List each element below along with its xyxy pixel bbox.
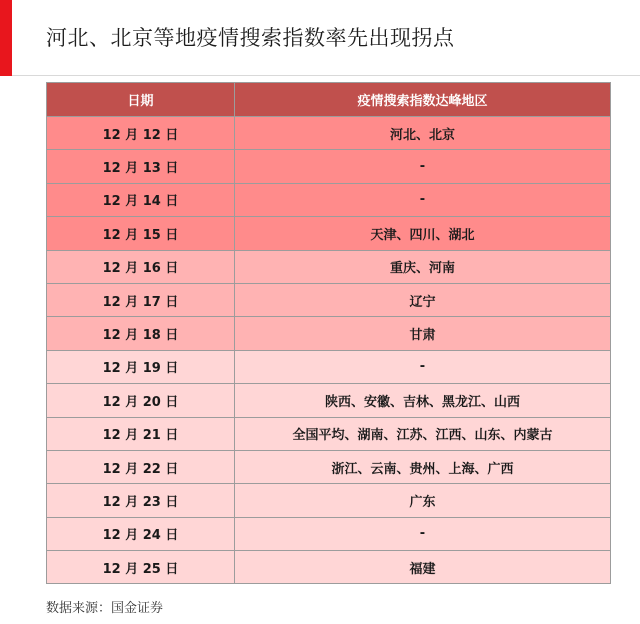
date-cell: 12 月 16 日 — [47, 250, 235, 283]
table-row — [47, 551, 611, 584]
date-cell: 12 月 20 日 — [47, 384, 235, 417]
table-row — [47, 450, 611, 483]
table-row — [47, 183, 611, 216]
regions-cell: 甘肃 — [235, 317, 611, 350]
table-row — [47, 250, 611, 283]
regions-cell: - — [235, 350, 611, 383]
date-cell: 12 月 18 日 — [47, 317, 235, 350]
date-cell: 12 月 12 日 — [47, 117, 235, 150]
date-cell: 12 月 21 日 — [47, 417, 235, 450]
date-cell: 12 月 13 日 — [47, 150, 235, 183]
table-row — [47, 217, 611, 250]
regions-cell: 浙江、云南、贵州、上海、广西 — [235, 450, 611, 483]
column-header-date: 日期 — [47, 83, 235, 117]
regions-cell: 陕西、安徽、吉林、黑龙江、山西 — [235, 384, 611, 417]
date-cell: 12 月 15 日 — [47, 217, 235, 250]
table-body — [47, 117, 611, 584]
table-row — [47, 417, 611, 450]
column-header-regions: 疫情搜索指数达峰地区 — [235, 83, 611, 117]
table-header-row — [47, 83, 611, 117]
source-note: 数据来源：国金证券 — [46, 601, 164, 616]
regions-cell: 全国平均、湖南、江苏、江西、山东、内蒙古 — [235, 417, 611, 450]
table-row — [47, 350, 611, 383]
regions-cell: - — [235, 183, 611, 216]
table-row — [47, 317, 611, 350]
regions-cell: 辽宁 — [235, 283, 611, 316]
regions-cell: - — [235, 517, 611, 550]
accent-bar — [0, 0, 12, 76]
regions-cell: 河北、北京 — [235, 117, 611, 150]
table-row — [47, 150, 611, 183]
table-row — [47, 283, 611, 316]
table-row — [47, 384, 611, 417]
title-divider — [12, 75, 640, 76]
table-row — [47, 484, 611, 517]
regions-cell: - — [235, 150, 611, 183]
date-cell: 12 月 22 日 — [47, 450, 235, 483]
table-row — [47, 517, 611, 550]
date-cell: 12 月 25 日 — [47, 551, 235, 584]
page-title: 河北、北京等地疫情搜索指数率先出现拐点 — [46, 26, 455, 50]
peak-region-table — [46, 82, 611, 584]
regions-cell: 天津、四川、湖北 — [235, 217, 611, 250]
date-cell: 12 月 17 日 — [47, 283, 235, 316]
date-cell: 12 月 24 日 — [47, 517, 235, 550]
table-row — [47, 117, 611, 150]
date-cell: 12 月 14 日 — [47, 183, 235, 216]
date-cell: 12 月 19 日 — [47, 350, 235, 383]
date-cell: 12 月 23 日 — [47, 484, 235, 517]
regions-cell: 重庆、河南 — [235, 250, 611, 283]
regions-cell: 广东 — [235, 484, 611, 517]
regions-cell: 福建 — [235, 551, 611, 584]
